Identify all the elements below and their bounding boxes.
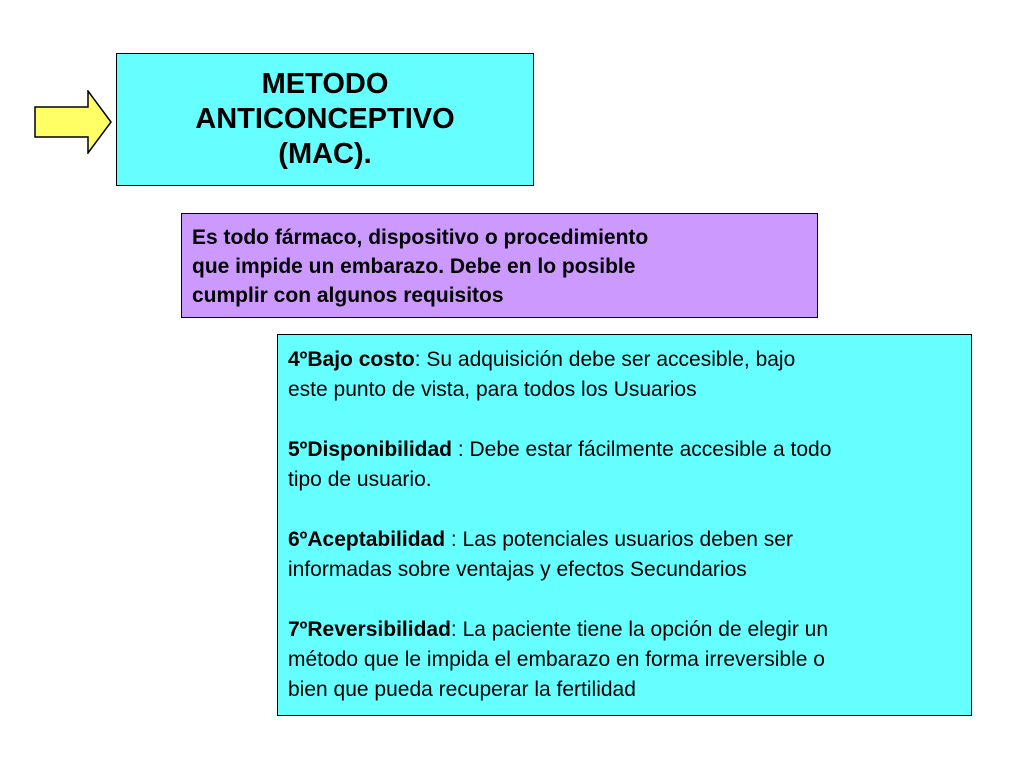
requirements-box xyxy=(277,334,972,716)
requirement-heading: 6ºAceptabilidad xyxy=(288,528,446,551)
requirement-text: : La paciente tiene la opción de elegir un xyxy=(450,618,829,641)
requirement-line xyxy=(288,615,961,645)
requirement-line xyxy=(288,525,961,555)
requirement-item-reversibilidad xyxy=(288,615,961,705)
definition-line: Es todo fármaco, dispositivo o procedimiento xyxy=(192,226,649,249)
requirement-item-bajo-costo xyxy=(288,345,961,405)
requirement-heading: 5ºDisponibilidad xyxy=(288,438,453,461)
requirement-item-aceptabilidad xyxy=(288,525,961,585)
definition-line: cumplir con algunos requisitos xyxy=(192,284,504,307)
requirement-line: bien que pueda recuperar la fertilidad xyxy=(288,678,636,701)
title-line: (MAC). xyxy=(278,138,372,170)
requirement-line xyxy=(288,435,961,465)
title-line: ANTICONCEPTIVO xyxy=(195,103,455,135)
definition-line: que impide un embarazo. Debe en lo posible xyxy=(192,255,636,278)
requirement-text: : Su adquisición debe ser accesible, bajo xyxy=(414,348,796,371)
title-box xyxy=(116,53,534,186)
requirement-heading: 4ºBajo costo xyxy=(288,348,415,371)
requirement-line: informadas sobre ventajas y efectos Secundarios xyxy=(288,558,747,581)
title-line: METODO xyxy=(261,68,389,100)
definition-box xyxy=(181,213,818,318)
requirement-text: : Las potenciales usuarios deben ser xyxy=(445,528,793,551)
requirement-line: tipo de usuario. xyxy=(288,468,432,491)
right-arrow-icon xyxy=(34,90,112,154)
requirement-heading: 7ºReversibilidad xyxy=(288,618,451,641)
requirement-item-disponibilidad xyxy=(288,435,961,495)
requirement-text: : Debe estar fácilmente accesible a todo xyxy=(452,438,832,461)
requirement-line: método que le impida el embarazo en forma irreversible o xyxy=(288,648,825,671)
requirement-line xyxy=(288,345,961,375)
requirement-line: este punto de vista, para todos los Usuarios xyxy=(288,378,697,401)
